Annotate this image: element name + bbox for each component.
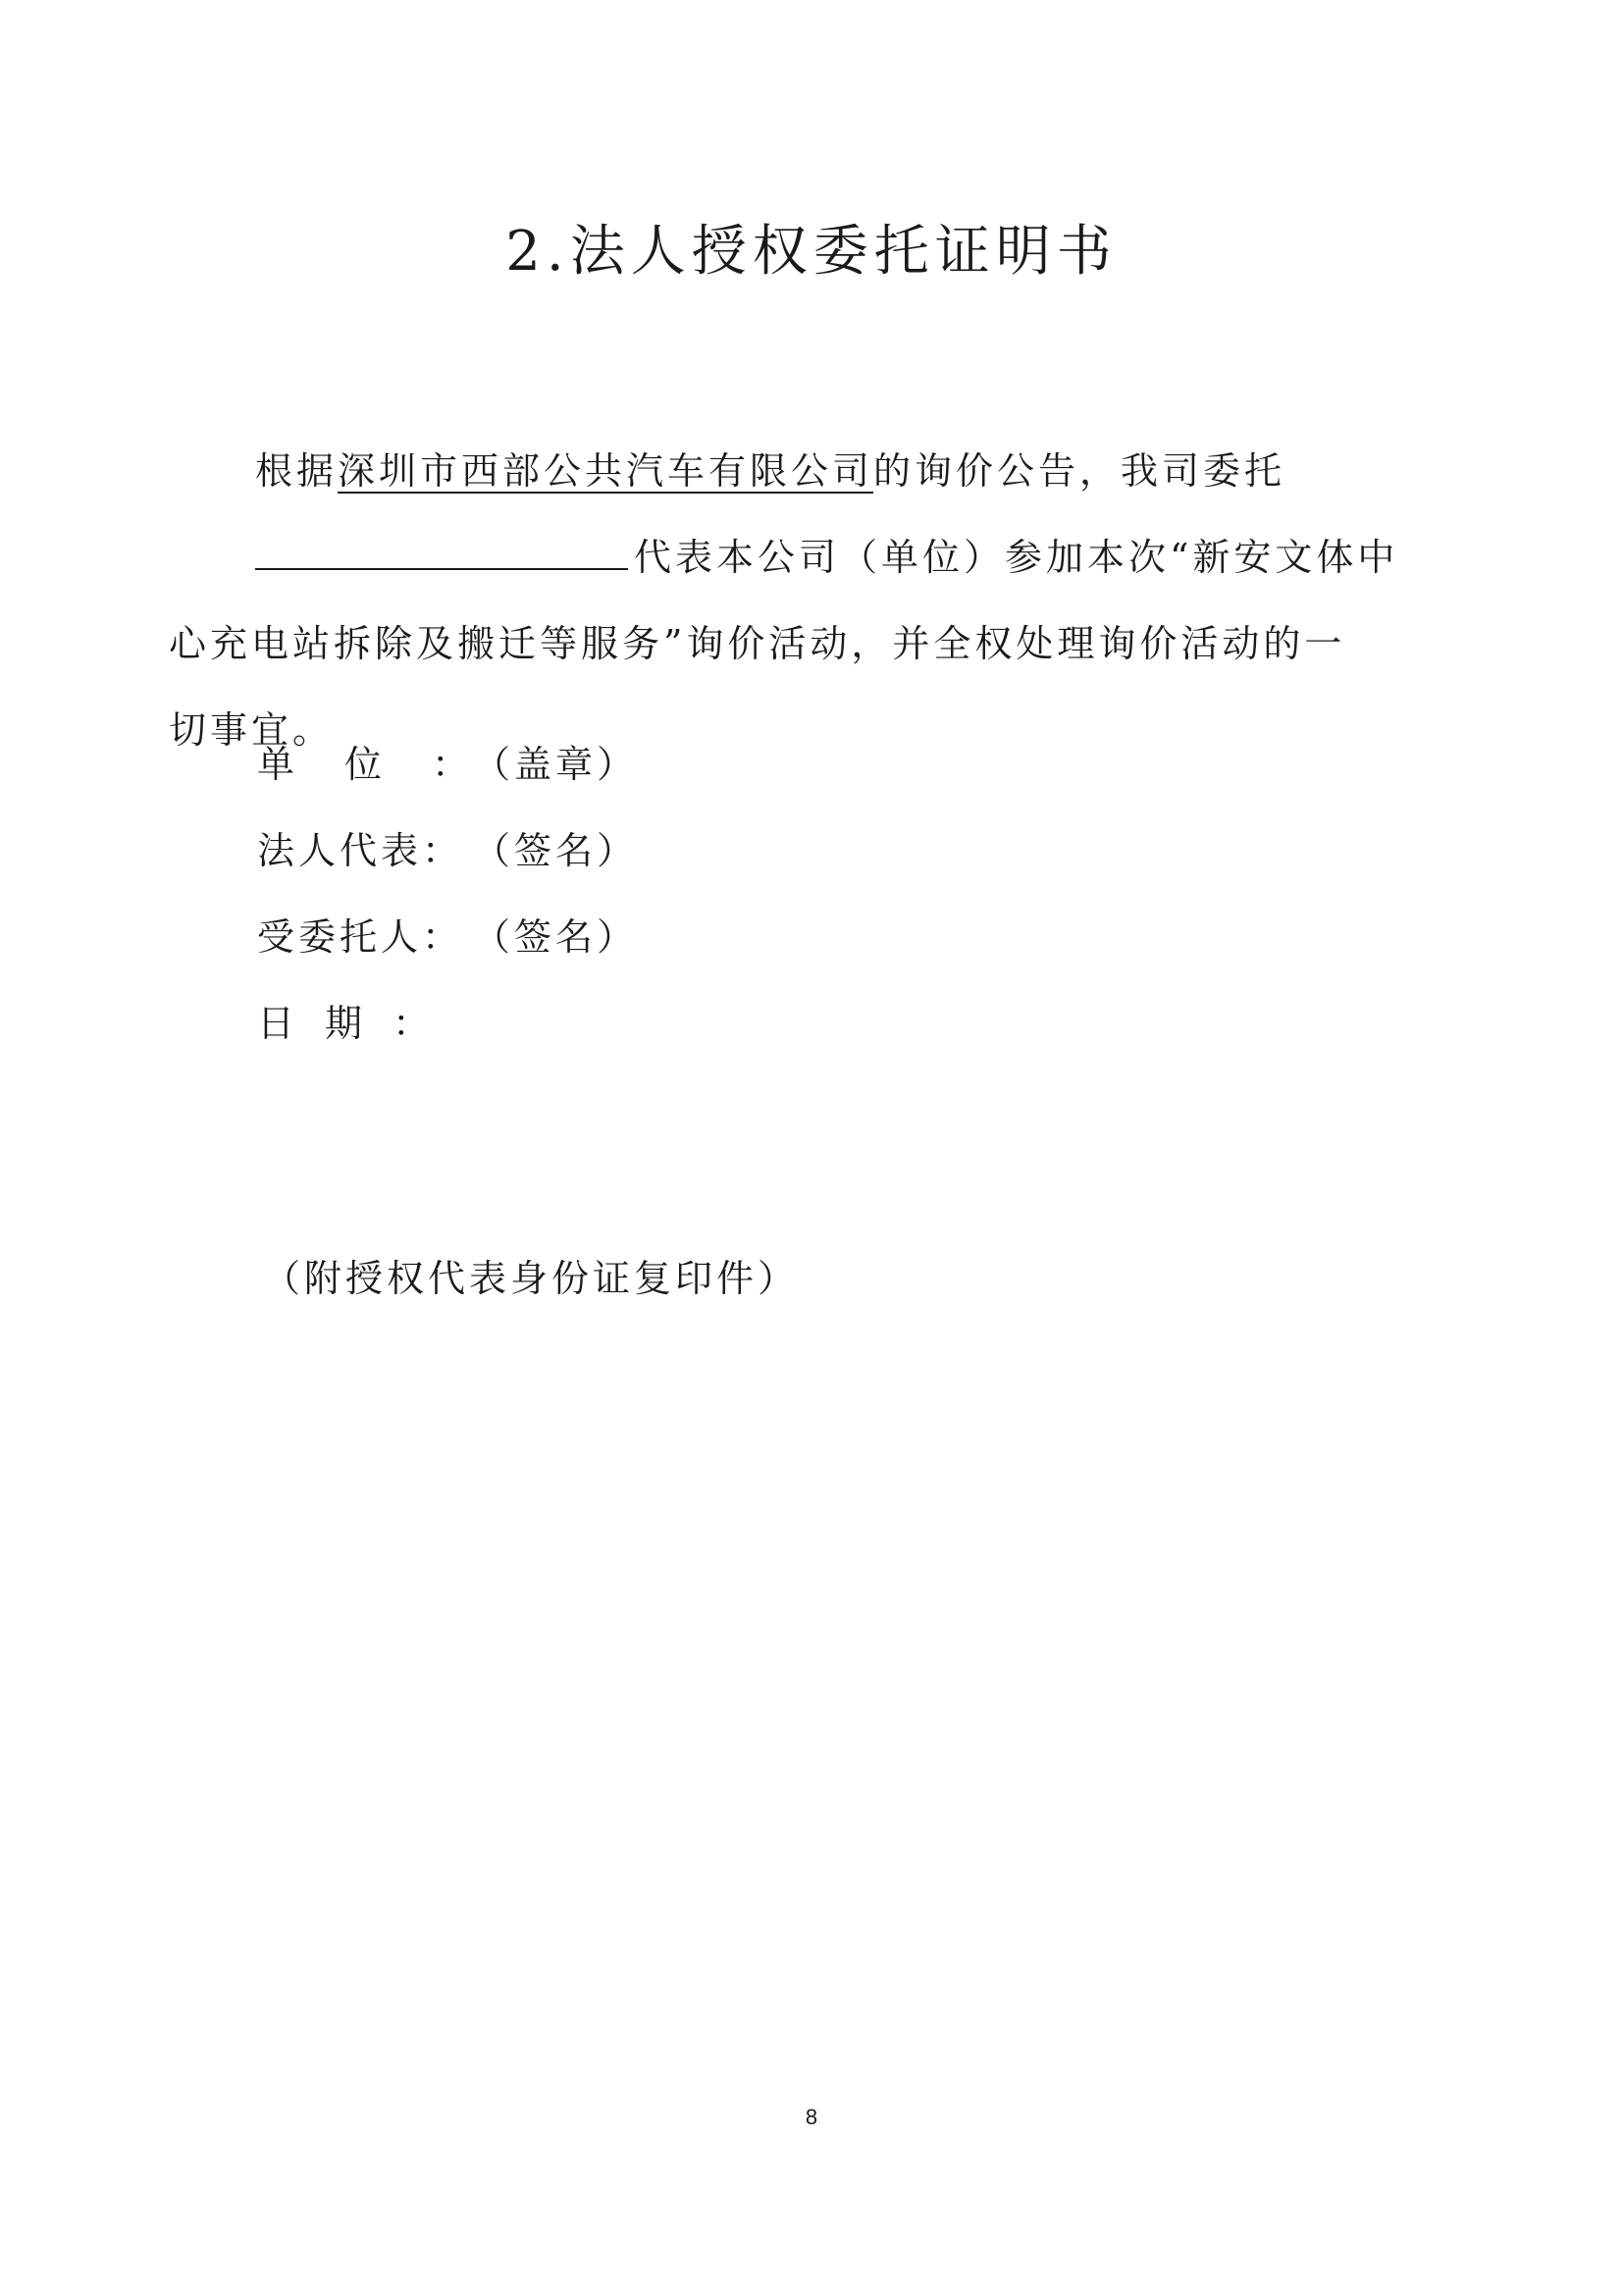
authorization-paragraph — [169, 428, 1484, 773]
field-legal-representative-label: 法人代表： — [257, 829, 464, 872]
field-legal-representative — [257, 820, 638, 874]
page-number: 8 — [805, 2105, 818, 2129]
document-title: 2.法人授权委托证明书 — [505, 220, 1118, 284]
field-trustee-label: 受委托人： — [257, 915, 464, 959]
attachment-note: （附授权代表身份证复印件） — [263, 1257, 800, 1300]
paragraph-line-2 — [169, 514, 1484, 600]
field-legal-representative-value: （签名） — [473, 829, 639, 872]
field-unit-label: 单位： — [257, 743, 473, 786]
field-unit — [257, 734, 638, 788]
paragraph-line-1 — [169, 428, 1484, 514]
company-name: 深圳市西部公共汽车有限公司 — [338, 449, 874, 493]
paragraph-line-2-suffix: 代表本公司（单位）参加本次“新安文体中 — [634, 536, 1399, 579]
field-date — [257, 993, 434, 1047]
paragraph-line-4: 切事宜。 — [169, 708, 335, 752]
field-date-label: 日期： — [257, 1002, 434, 1045]
paragraph-line-1-suffix: 的询价公告，我司委托 — [873, 449, 1286, 493]
field-unit-value: （盖章） — [473, 743, 639, 786]
delegate-name-blank[interactable] — [255, 539, 628, 570]
paragraph-line-3: 心充电站拆除及搬迁等服务”询价活动，并全权处理询价活动的一 — [169, 622, 1346, 665]
field-trustee-value: （签名） — [473, 915, 639, 959]
paragraph-prefix: 根据 — [255, 449, 339, 493]
field-trustee — [257, 907, 638, 961]
